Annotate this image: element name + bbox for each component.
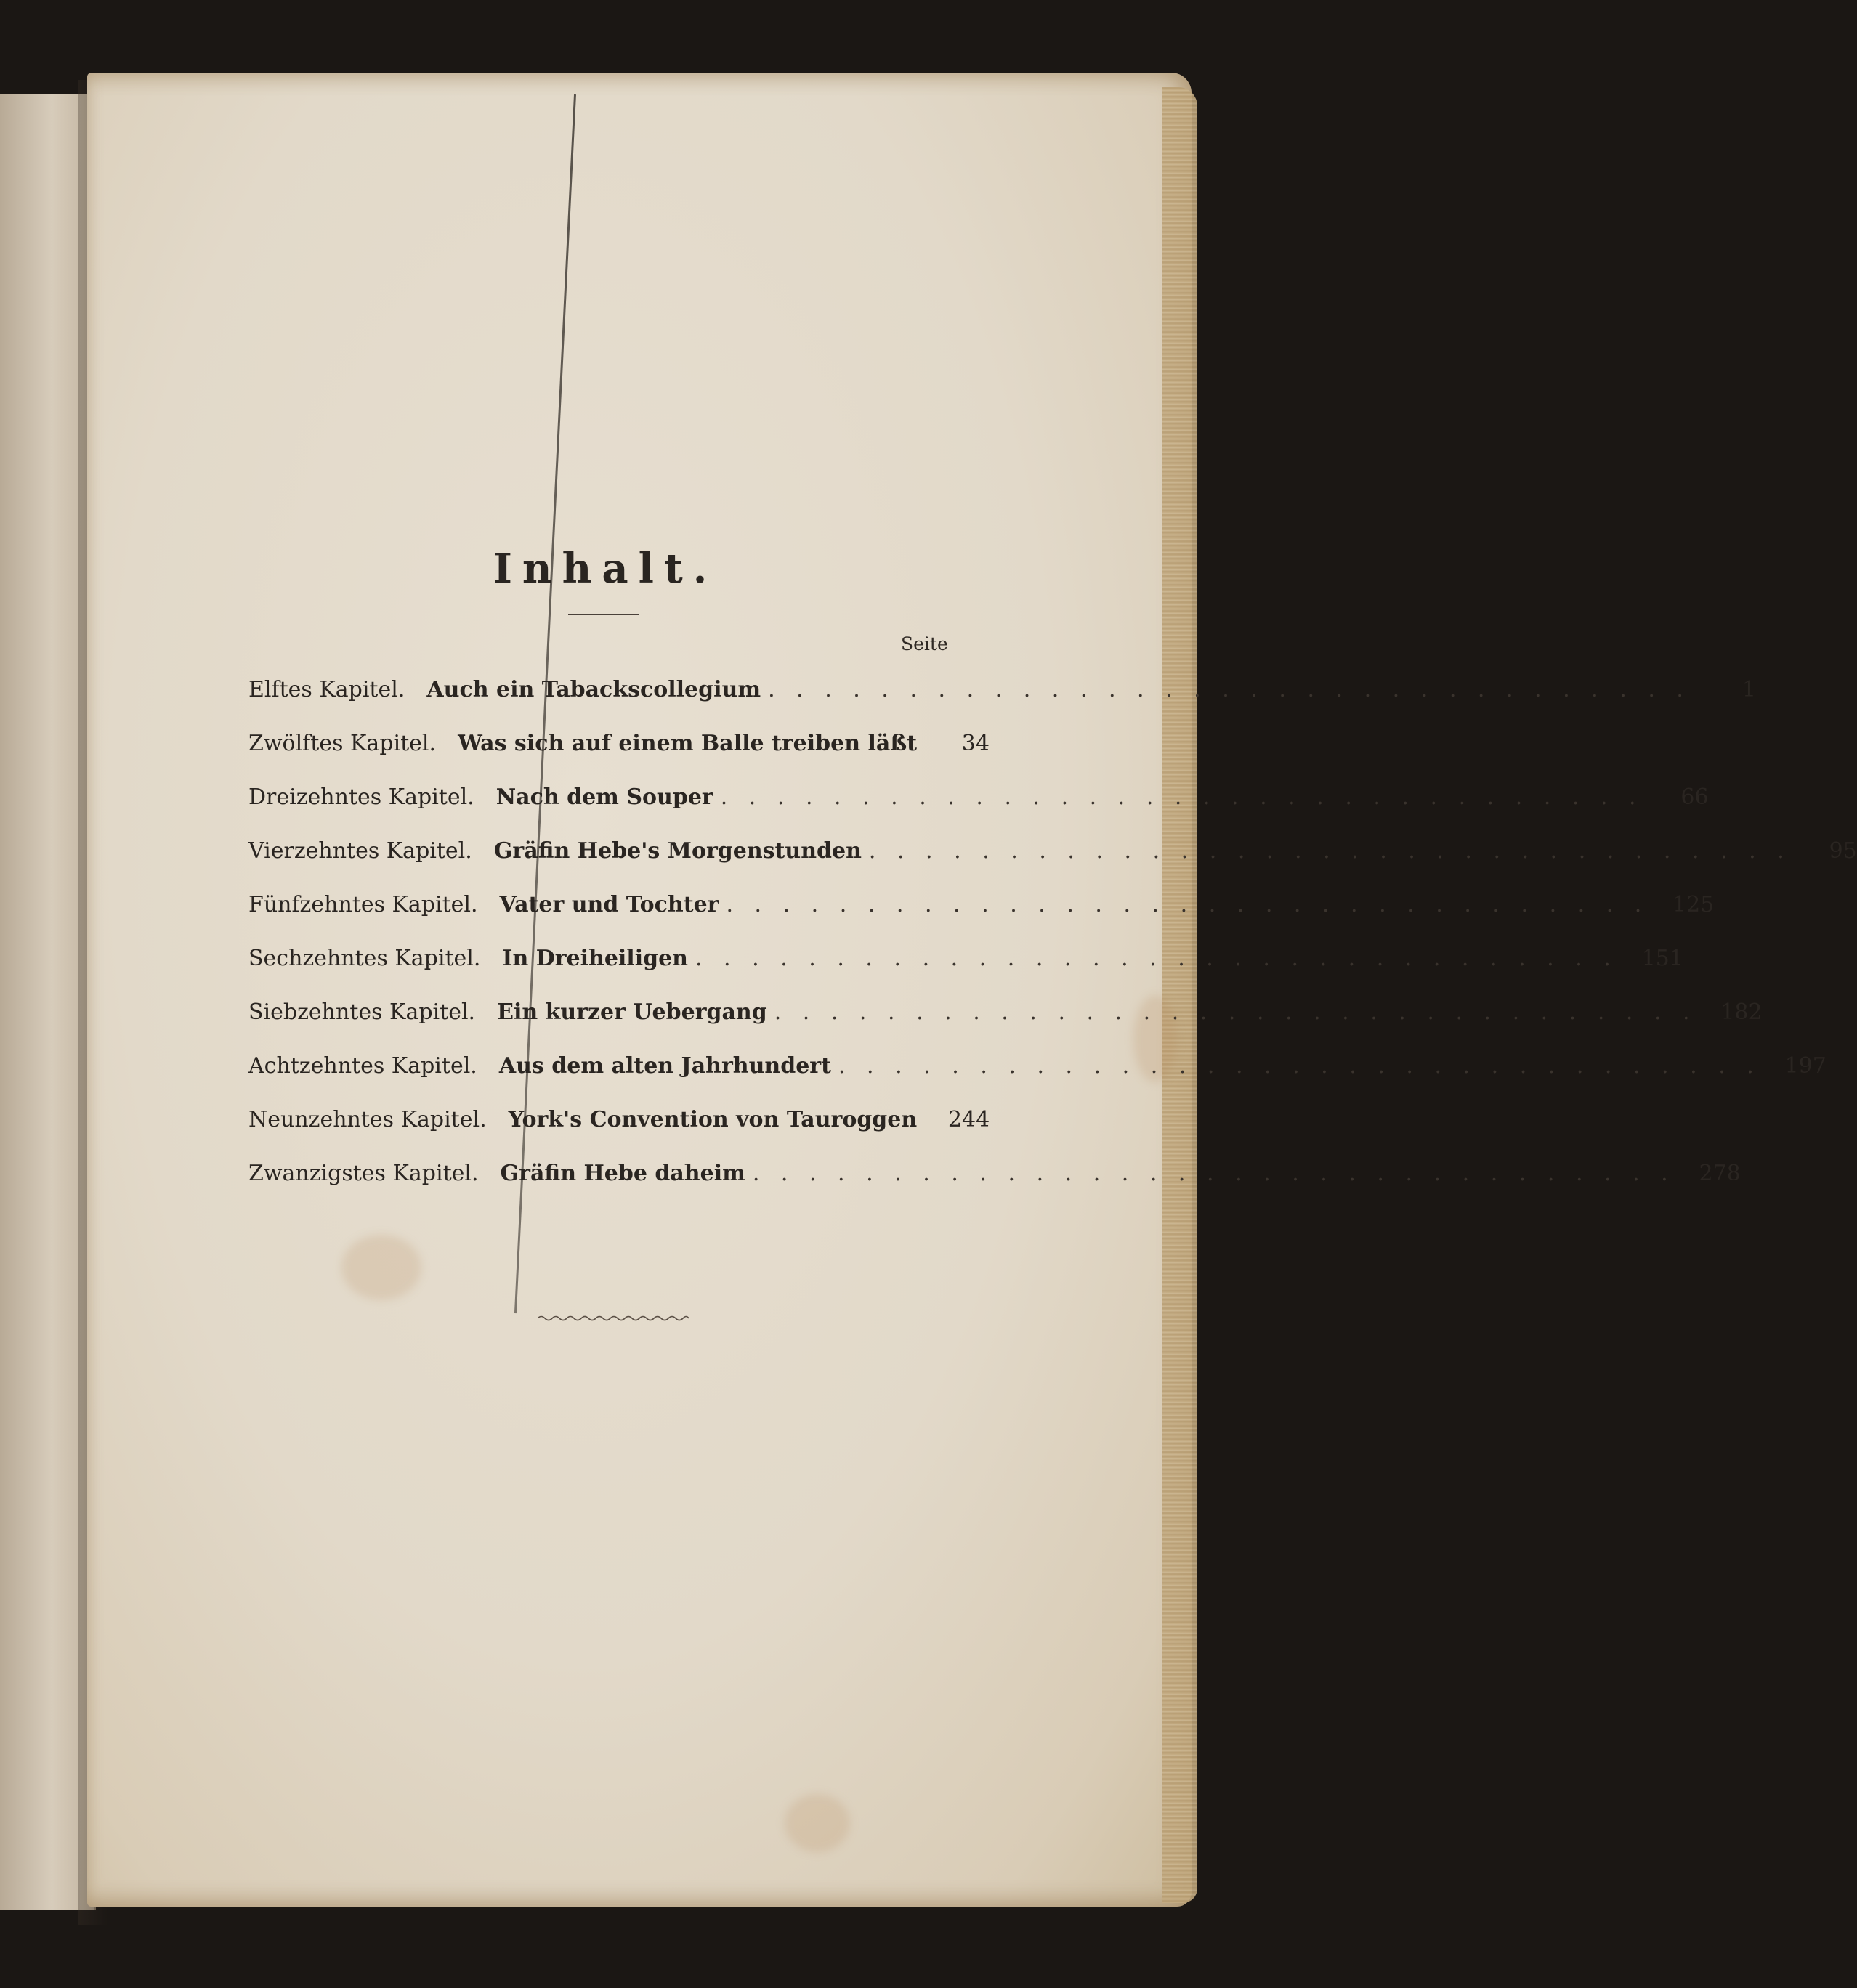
paper-stain: [341, 1235, 421, 1300]
chapter-label: Vierzehntes Kapitel.: [248, 838, 472, 864]
page-number: 182: [1720, 999, 1763, 1025]
chapter-title: Aus dem alten Jahrhundert: [498, 1053, 831, 1079]
toc-entry: [248, 999, 1763, 1053]
chapter-label: Siebzehntes Kapitel.: [248, 999, 476, 1025]
chapter-label: Zwölftes Kapitel.: [248, 731, 437, 756]
toc-entry: [248, 1053, 1826, 1107]
chapter-label: Elftes Kapitel.: [248, 677, 405, 702]
page-number: 95: [1829, 838, 1857, 864]
page-number: 278: [1699, 1161, 1741, 1186]
chapter-label: Sechzehntes Kapitel.: [248, 946, 481, 971]
page-number: 244: [947, 1107, 990, 1132]
page-number: 66: [1680, 784, 1709, 810]
chapter-title: Ein kurzer Uebergang: [497, 999, 767, 1025]
toc-entry: [248, 731, 990, 784]
leader-dots: . . . . . . . . . . . . . . . . . . . . . . . . . . . . . . . . .: [838, 1053, 1761, 1079]
title-rule: [568, 614, 639, 615]
page-number: 151: [1641, 946, 1683, 971]
leader-dots: . . . . . . . . . . . . . . . . . . . . . . . . . . . . . . . . .: [726, 892, 1649, 917]
page-number: 197: [1784, 1053, 1826, 1079]
chapter-title: Gräfin Hebe daheim: [500, 1161, 745, 1186]
toc-entry: [248, 1161, 1741, 1214]
chapter-label: Neunzehntes Kapitel.: [248, 1107, 487, 1132]
leader-dots: . . . . . . . . . . . . . . . . . . . . . . . . . . . . . . . . .: [868, 838, 1792, 864]
page-number: 1: [1741, 677, 1756, 702]
page-number: 34: [961, 731, 990, 756]
paper-stain: [785, 1794, 850, 1852]
page-fore-edge: [1162, 87, 1197, 1903]
toc-entry: [248, 946, 1683, 999]
chapter-title: Was sich auf einem Balle treiben läßt: [458, 731, 917, 756]
chapter-label: Zwanzigstes Kapitel.: [248, 1161, 479, 1186]
ornament-rule: [536, 1313, 690, 1323]
leader-dots: . . . . . . . . . . . . . . . . . . . . . . . . . . . . . . . . .: [774, 999, 1697, 1025]
leader-dots: . . . . . . . . . . . . . . . . . . . . . . . . . . . . . . . . .: [720, 784, 1643, 810]
table-of-contents: [248, 677, 1857, 1214]
leader-dots: . . . . . . . . . . . . . . . . . . . . . . . . . . . . . . . . .: [768, 677, 1691, 702]
chapter-title: Vater und Tochter: [499, 892, 719, 917]
leader-dots: . . . . . . . . . . . . . . . . . . . . . . . . . . . . . . . . .: [695, 946, 1618, 971]
chapter-label: Dreizehntes Kapitel.: [248, 784, 474, 810]
chapter-title: York's Convention von Tauroggen: [508, 1107, 918, 1132]
chapter-label: Achtzehntes Kapitel.: [248, 1053, 477, 1079]
toc-entry: [248, 838, 1857, 892]
page-title: Inhalt.: [493, 544, 718, 593]
page-number: 125: [1672, 892, 1715, 917]
chapter-title: Gräfin Hebe's Morgenstunden: [493, 838, 862, 864]
toc-entry: [248, 892, 1715, 946]
chapter-title: Nach dem Souper: [495, 784, 713, 810]
chapter-label: Fünfzehntes Kapitel.: [248, 892, 478, 917]
leader-dots: . . . . . . . . . . . . . . . . . . . . . . . . . . . . . . . . .: [752, 1161, 1675, 1186]
chapter-title: Auch ein Tabackscollegium: [426, 677, 761, 702]
toc-entry: [248, 784, 1709, 838]
toc-entry: [248, 1107, 990, 1161]
page-column-label: Seite: [901, 633, 948, 654]
toc-entry: [248, 677, 1756, 731]
chapter-title: In Dreiheiligen: [502, 946, 688, 971]
